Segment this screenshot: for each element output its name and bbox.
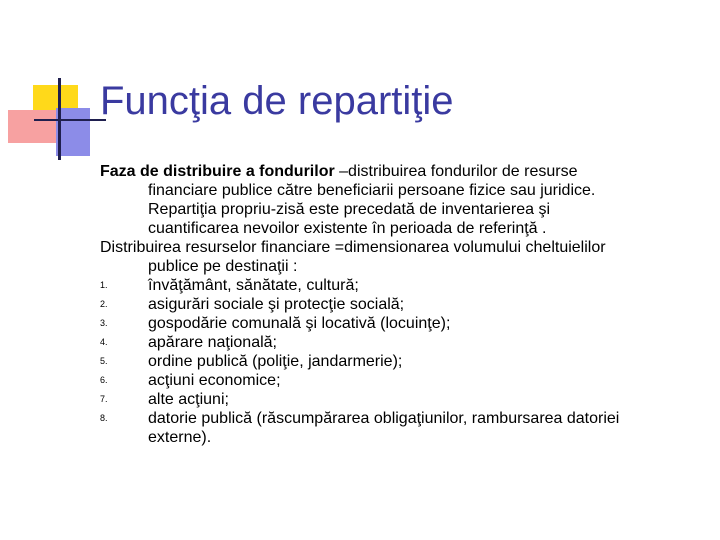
list-item [100, 333, 690, 352]
list-number: 6. [100, 375, 108, 385]
list-text: acţiuni economice; [148, 372, 281, 389]
bold-lead: Faza de distribuire a fondurilor [100, 163, 335, 180]
list-text: datorie publică (răscumpărarea obligaţiunilor, rambursarea datoriei [148, 410, 620, 427]
list-item [100, 390, 690, 409]
decor-horizontal-line [34, 119, 106, 121]
paragraph-line: cuantificarea nevoilor existente în perioada de referinţă . [148, 220, 547, 237]
paragraph-line: publice pe destinaţii : [148, 258, 298, 275]
list-number: 5. [100, 356, 108, 366]
list-text: alte acţiuni; [148, 391, 229, 408]
list-item [100, 352, 690, 371]
paragraph-resources [100, 238, 690, 276]
paragraph-distribution-phase [100, 162, 690, 238]
list-number: 4. [100, 337, 108, 347]
list-text: asigurări sociale şi protecţie socială; [148, 296, 405, 313]
list-text: învăţământ, sănătate, cultură; [148, 277, 359, 294]
list-item [100, 371, 690, 390]
slide-body [100, 162, 690, 447]
list-text: ordine publică (poliţie, jandarmerie); [148, 353, 403, 370]
list-item [100, 314, 690, 333]
list-text-continued: externe). [148, 429, 212, 446]
list-item [100, 409, 690, 447]
list-number: 7. [100, 394, 108, 404]
paragraph-line: Distribuirea resurselor financiare =dimensionarea volumului cheltuielilor [100, 239, 606, 256]
list-number: 3. [100, 318, 108, 328]
list-text: gospodărie comunală şi locativă (locuinţe); [148, 315, 451, 332]
list-number: 1. [100, 280, 108, 290]
decor-blue-square [56, 108, 90, 156]
list-number: 8. [100, 413, 108, 423]
slide-title: Funcţia de repartiţie [100, 79, 454, 123]
paragraph-line: financiare publice către beneficiarii persoane fizice sau juridice. [148, 182, 596, 199]
paragraph-line: Repartiţia propriu-zisă este precedată de inventarierea şi [148, 201, 550, 218]
lead-rest: –distribuirea fondurilor de resurse [334, 163, 578, 180]
list-item [100, 276, 690, 295]
destinations-list [100, 276, 690, 447]
paragraph-line [100, 162, 690, 181]
decor-red-square [8, 110, 58, 143]
list-number: 2. [100, 299, 108, 309]
list-text: apărare naţională; [148, 334, 277, 351]
list-item [100, 295, 690, 314]
